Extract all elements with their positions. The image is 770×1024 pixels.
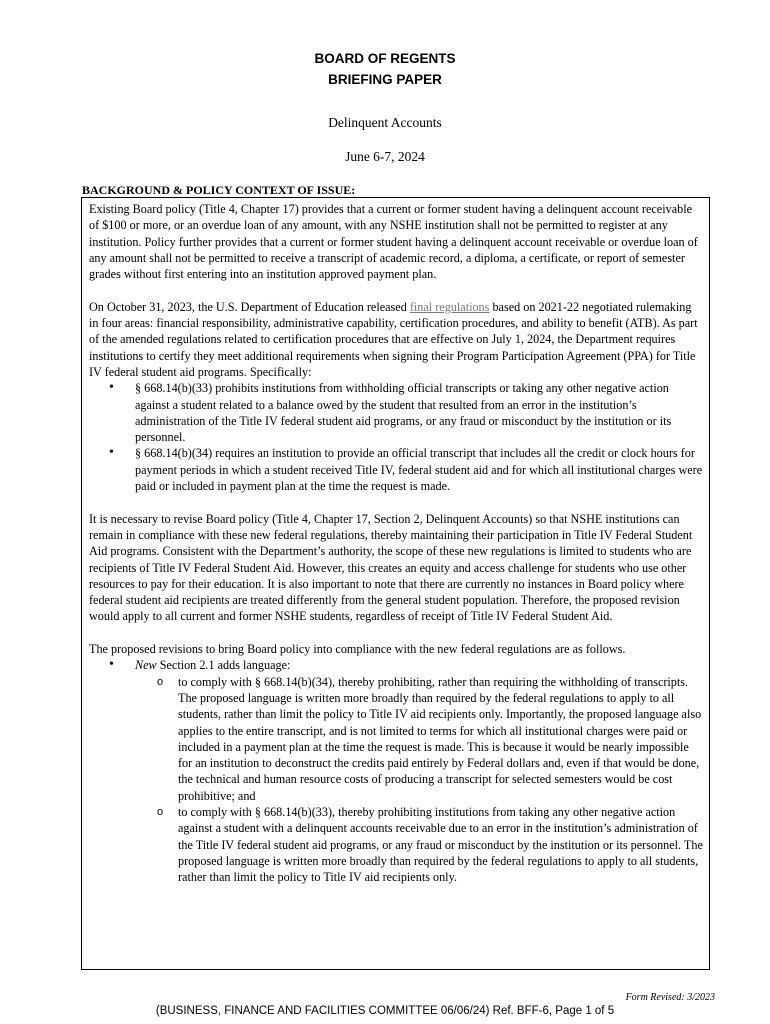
meeting-date: June 6-7, 2024 (345, 149, 425, 164)
list-item: • § 668.14(b)(34) requires an institution to provide an official transcript that includes all the credit or clock hours for payment periods in which a student received Title IV, federal student aid and for which all institutional charges were paid or included in payment plan at the time the request is made. (135, 445, 703, 494)
briefing-subject: Delinquent Accounts (328, 115, 442, 130)
paragraph-text: On October 31, 2023, the U.S. Department of Education released (89, 299, 410, 314)
background-content-box (81, 197, 710, 970)
regulation-bullet-list (89, 380, 703, 494)
section-heading: BACKGROUND & POLICY CONTEXT OF ISSUE: (82, 183, 356, 197)
paragraph-text: based on 2021-22 negotiated rulemaking in four areas: financial responsibility, administrative capability, certification procedures, and ability to benefit (ATB). As part of the amended regulations related to certification procedures that are effective on July 1, 2024, the Department requires institutions to certify they meet additional requirements when signing their Program Participation Agreement (PPA) for Title IV federal student aid programs. Specifically: (89, 299, 698, 379)
paragraph-existing-policy: Existing Board policy (Title 4, Chapter 17) provides that a current or former student having a delinquent account receivable of $100 or more, or an overdue loan of any amount, with any NSHE institution shall not be permitted to register at any institution. Policy further provides that a current or former student having a delinquent account receivable or overdue loan of any amount shall not be permitted to receive a transcript of academic record, a diploma, a certificate, or report of semester grades without first entering into an institution approved payment plan. (89, 202, 698, 282)
list-item: o to comply with § 668.14(b)(33), thereby prohibiting institutions from taking any other negative action against a student with a delinquent accounts receivable due to an error in the institution’s administration of the Title IV federal student aid programs, or any fraud or misconduct by the institution or its personnel. The proposed language is written more broadly than required by the federal regulations to apply to all students, rather than limit the policy to Title IV aid recipients only. (178, 804, 703, 885)
document-title: BOARD OF REGENTS (314, 51, 456, 66)
new-label: New (135, 658, 157, 673)
list-item-text: Section 2.1 adds language: (156, 658, 291, 673)
paragraph-necessity: It is necessary to revise Board policy (Title 4, Chapter 17, Section 2, Delinquent Accounts) so that NSHE institutions can remain in compliance with these new federal regulations, thereby maintaining their participation in Title IV Federal Student Aid programs. Consistent with the Department’s authority, the scope of these new regulations is limited to students who are recipients of Title IV Federal Student Aid. However, this creates an equity and access challenge for students who use other resources to pay for their education. It is also important to note that there are currently no instances in Board policy where federal student aid recipients are treated differently from the general student population. Therefore, the proposed revision would apply to all current and former NSHE students, regardless of receipt of Title IV Federal Student Aid. (89, 511, 693, 624)
final-regulations-link[interactable]: final regulations (409, 299, 490, 314)
page-footer-reference: (BUSINESS, FINANCE AND FACILITIES COMMITTEE 06/06/24) Ref. BFF-6, Page 1 of 5 (155, 1005, 615, 1017)
paragraph-proposed-revisions: The proposed revisions to bring Board policy into compliance with the new federal regulations are as follows. (89, 642, 626, 657)
list-item: • § 668.14(b)(33) prohibits institutions from withholding official transcripts or taking any other negative action against a student related to a balance owed by the student that resulted from an error in the institution’s administration of the Title IV federal student aid programs, or any fraud or misconduct by the institution or its personnel. (135, 380, 703, 445)
form-revised-note: Form Revised: 3/2023 (625, 992, 715, 1003)
paragraph-federal-regulations (89, 299, 703, 380)
list-item: o to comply with § 668.14(b)(34), thereby prohibiting, rather than requiring the withholding of transcripts. The proposed language is written more broadly than required by the federal regulations to apply to all students, rather than limit the policy to Title IV aid recipients only. Importantly, the proposed language also applies to the entire transcript, and is not limited to terms for which all institutional charges were paid or included in a payment plan at the time the request is made. This is because it would be nearly impossible for an institution to deconstruct the credits paid entirely by Federal dollars and, even if that would be done, the technical and human resource costs of producing a transcript for selected semesters would be cost prohibitive; and (178, 674, 703, 804)
revision-bullet-list (89, 657, 703, 673)
document-subtitle: BRIEFING PAPER (328, 72, 442, 87)
list-item (135, 657, 703, 673)
revision-sub-list (89, 674, 703, 886)
